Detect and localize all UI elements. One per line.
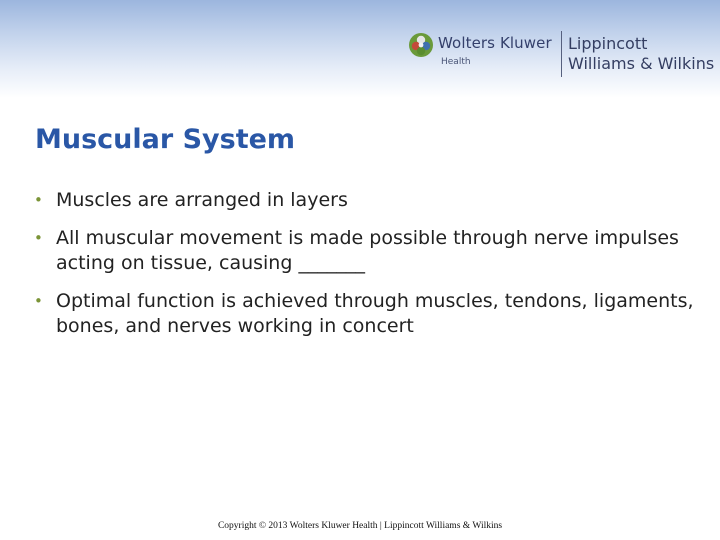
- bullet-marker: •: [34, 191, 43, 209]
- logo-divider: [561, 31, 562, 77]
- wolters-kluwer-globe-icon: [408, 32, 434, 58]
- bullet-marker: •: [34, 229, 43, 247]
- brand-division: Health: [441, 57, 471, 67]
- brand-name: Wolters Kluwer: [438, 34, 552, 52]
- bullet-item: [32, 226, 702, 276]
- bullet-text: Muscles are arranged in layers: [56, 189, 348, 211]
- slide-title: Muscular System: [35, 124, 296, 155]
- bullet-text: Optimal function is achieved through muscles, tendons, ligaments, bones, and nerves working in concert: [56, 290, 694, 337]
- bullet-item: [32, 289, 702, 339]
- bullet-item: [32, 188, 702, 213]
- copyright-footer: Copyright © 2013 Wolters Kluwer Health | Lippincott Williams & Wilkins: [217, 521, 503, 531]
- bullet-list: [32, 188, 702, 352]
- bullet-text: All muscular movement is made possible through nerve impulses acting on tissue, causing _______: [56, 227, 679, 274]
- bullet-marker: •: [34, 292, 43, 310]
- imprint-name-line2: Williams & Wilkins: [568, 54, 715, 73]
- imprint-name-line1: Lippincott: [568, 34, 648, 53]
- publisher-logo: [404, 28, 720, 82]
